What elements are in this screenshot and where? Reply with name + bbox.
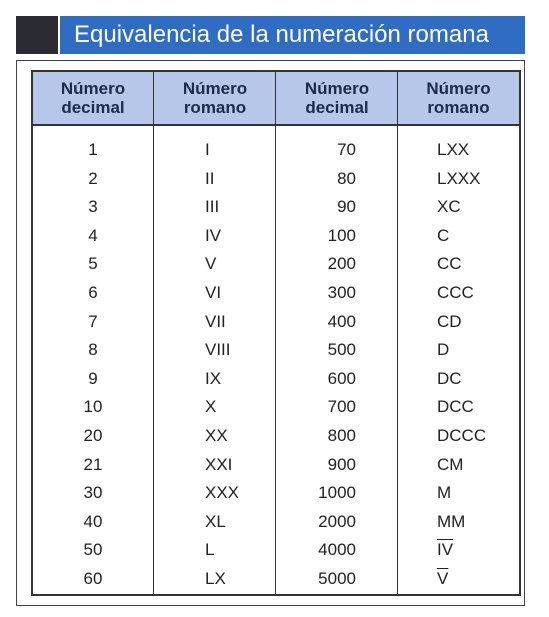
table-cell: CCC	[437, 282, 474, 302]
table-cell: D	[437, 340, 450, 360]
table-cell: LXXX	[437, 168, 481, 188]
table-cell: IX	[205, 368, 222, 388]
table-cell: IV	[205, 225, 222, 245]
table-cell: 8	[88, 340, 98, 360]
table-cell: 600	[327, 368, 356, 388]
table-cell: MM	[437, 511, 466, 531]
table-cell: 500	[327, 340, 356, 360]
column-decimal-1	[33, 136, 153, 594]
table-cell: 70	[337, 140, 356, 159]
table-cell: 300	[327, 282, 356, 302]
table-cell: I	[205, 140, 210, 159]
table-cell: LXX	[437, 140, 470, 159]
title-marker-block	[16, 16, 58, 54]
column-roman-2	[437, 136, 517, 594]
column-divider	[397, 70, 398, 596]
table-header	[31, 70, 521, 126]
header-decimal-1: Número decimal	[60, 79, 126, 117]
table-cell: DCC	[437, 397, 474, 417]
table-cell: L	[205, 540, 215, 560]
table-cell: DC	[437, 368, 462, 388]
table-cell: CC	[437, 254, 462, 274]
table-cell: 5	[88, 254, 98, 274]
table-cell: 90	[337, 197, 356, 217]
table-cell: 900	[327, 454, 356, 474]
table-cell: LX	[205, 568, 226, 588]
table-cell: V	[205, 254, 217, 274]
table-cell: XXX	[205, 483, 240, 503]
table-cell: 5000	[318, 568, 356, 588]
table-cell: 9	[88, 368, 98, 388]
column-decimal-2	[276, 136, 356, 594]
table-cell: DCCC	[437, 425, 487, 445]
table-cell: 30	[83, 483, 103, 503]
header-decimal-2: Número decimal	[304, 79, 370, 117]
table-cell: $\overline{IV}$	[437, 540, 454, 560]
table-cell: II	[205, 168, 215, 188]
table-cell: 4000	[318, 540, 356, 560]
table-cell: 1	[88, 140, 98, 159]
table-cell: $\overline{V}$	[437, 568, 449, 588]
table-cell: 3	[88, 197, 98, 217]
column-roman-1	[205, 136, 273, 594]
table-cell: 40	[83, 511, 103, 531]
table-cell: 200	[327, 254, 356, 274]
table-cell: 80	[337, 168, 356, 188]
table-cell: XX	[205, 425, 228, 445]
table-cell: 50	[83, 540, 103, 560]
table-cell: 20	[83, 425, 103, 445]
table-cell: VIII	[205, 340, 231, 360]
table-cell: X	[205, 397, 217, 417]
table-cell: CD	[437, 311, 462, 331]
table-cell: XL	[205, 511, 226, 531]
table-cell: VI	[205, 282, 222, 302]
table-cell: 7	[88, 311, 98, 331]
table-cell: 6	[88, 282, 98, 302]
table-cell: 4	[88, 225, 98, 245]
table-cell: CM	[437, 454, 464, 474]
table-cell: XXI	[205, 454, 233, 474]
header-roman-2: Número romano	[426, 79, 491, 117]
table-cell: C	[437, 225, 450, 245]
table-cell: 800	[327, 425, 356, 445]
table-cell: 1000	[318, 483, 356, 503]
table-cell: 400	[327, 311, 356, 331]
table-cell: 100	[327, 225, 356, 245]
table-cell: 700	[327, 397, 356, 417]
table-cell: XC	[437, 197, 461, 217]
table-cell: III	[205, 197, 220, 217]
table-cell: 60	[83, 568, 103, 588]
table-cell: 21	[83, 454, 103, 474]
table-cell: VII	[205, 311, 226, 331]
table-cell: 2000	[318, 511, 356, 531]
header-roman-1: Número romano	[182, 79, 248, 117]
table-cell: 10	[83, 397, 103, 417]
page-title: Equivalencia de la numeración romana	[60, 16, 525, 54]
column-divider	[153, 70, 154, 596]
table-cell: 2	[88, 168, 98, 188]
table-cell: M	[437, 483, 452, 503]
